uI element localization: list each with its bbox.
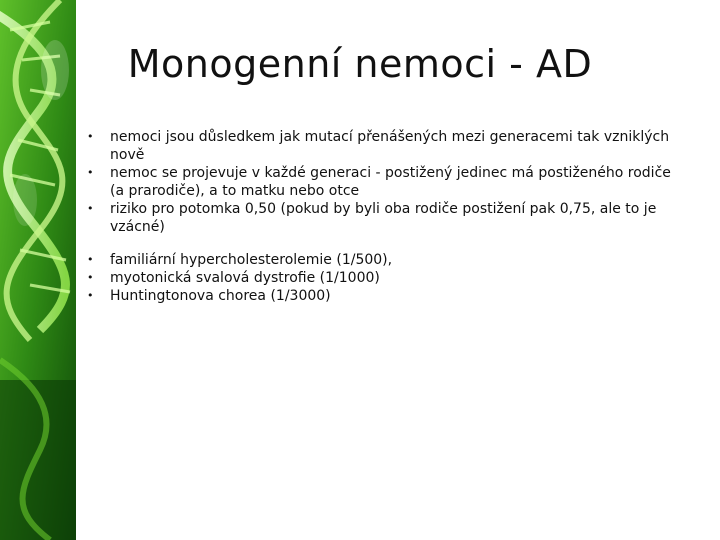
slide-title: Monogenní nemoci - AD	[127, 42, 593, 86]
list-item: • myotonická svalová dystrofie (1/1000)	[84, 269, 684, 287]
list-item: • riziko pro potomka 0,50 (pokud by byli oba rodiče postižení pak 0,75, ale to je vzácné)	[84, 200, 684, 236]
list-item: • nemoc se projevuje v každé generaci - postižený jedinec má postiženého rodiče (a prarodiče), a to matku nebo otce	[84, 164, 684, 200]
list-item: • nemoci jsou důsledkem jak mutací přenášených mezi generacemi tak vzniklých nově	[84, 128, 684, 164]
bullet-list	[84, 128, 684, 305]
list-item: • Huntingtonova chorea (1/3000)	[84, 287, 684, 305]
list-item: • familiární hypercholesterolemie (1/500),	[84, 251, 684, 269]
dna-helix-image	[0, 0, 76, 540]
